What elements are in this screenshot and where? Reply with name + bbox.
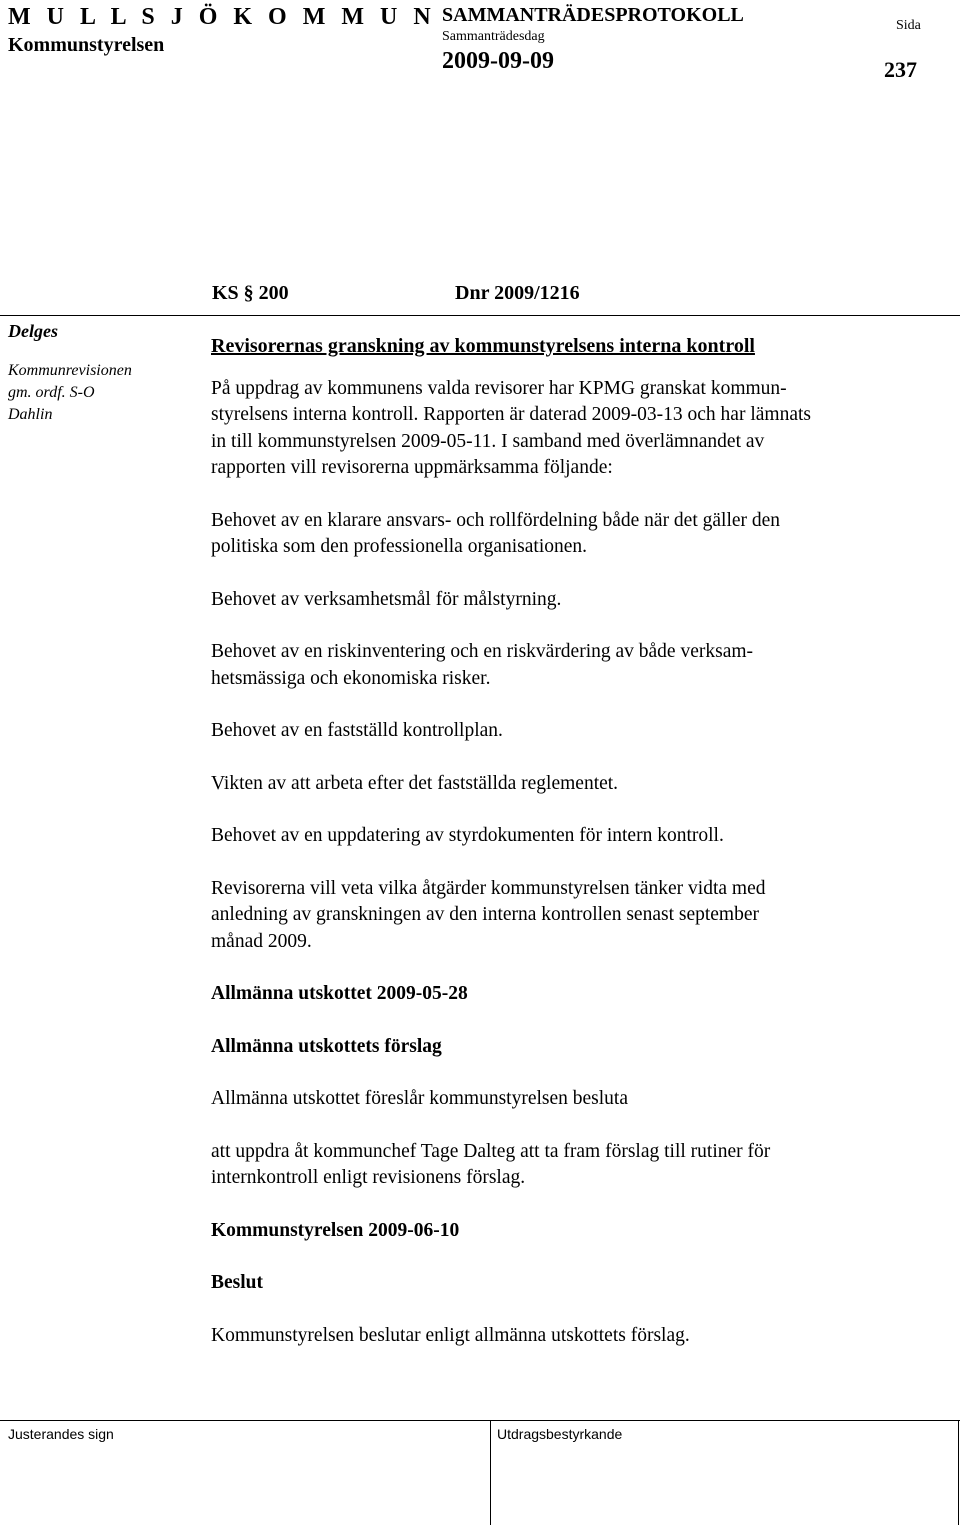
text-line: På uppdrag av kommunens valda revisorer har KPMG granskat kommun-: [211, 377, 787, 399]
footer-divider: [0, 1420, 960, 1421]
meeting-date-label: Sammanträdesdag: [442, 29, 545, 44]
text-line: att uppdra åt kommunchef Tage Dalteg att ta fram förslag till rutiner för: [211, 1140, 771, 1162]
intro-paragraph: [211, 376, 951, 482]
committee-heading: Allmänna utskottet 2009-05-28: [211, 983, 468, 1004]
case-dnr: Dnr 2009/1216: [455, 282, 580, 304]
recipient-line: Kommunrevisionen: [8, 362, 132, 379]
text-line: Vikten av att arbeta efter det fastställda reglementet.: [211, 772, 619, 794]
text-line: styrelsens interna kontroll. Rapporten är daterad 2009-03-13 och har lämnats: [211, 404, 811, 425]
text-line: in till kommunstyrelsen 2009-05-11. I samband med överlämnandet av: [211, 430, 765, 452]
finding-paragraph: [211, 639, 951, 692]
document-type: SAMMANTRÄDESPROTOKOLL: [442, 4, 744, 26]
request-paragraph: [211, 876, 951, 956]
finding-paragraph: [211, 587, 951, 614]
text-line: Behovet av en klarare ansvars- och rollfördelning både när det gäller den: [211, 509, 781, 531]
case-id: KS § 200: [212, 282, 289, 304]
text-line: hetsmässiga och ekonomiska risker.: [211, 667, 491, 689]
distribution-sidebar: [8, 320, 183, 426]
decision-heading: Beslut: [211, 1272, 264, 1293]
proposal-paragraph: [211, 1139, 951, 1192]
text-line: Behovet av en fastställd kontrollplan.: [211, 720, 503, 741]
finding-paragraph: [211, 508, 951, 561]
certification-label: Utdragsbestyrkande: [497, 1426, 623, 1442]
text-line: Behovet av en uppdatering av styrdokumenten för intern kontroll.: [211, 825, 724, 846]
page-label: Sida: [896, 18, 921, 33]
text-line: politiska som den professionella organisationen.: [211, 536, 588, 557]
signature-label: Justerandes sign: [8, 1426, 114, 1442]
distribution-heading: Delges: [8, 321, 58, 341]
finding-paragraph: [211, 718, 951, 745]
footer-right-border: [958, 1420, 959, 1525]
text-line: anledning av granskningen av den interna kontrollen senast september: [211, 904, 759, 925]
text-line: rapporten vill revisorerna uppmärksamma följande:: [211, 457, 613, 478]
board-heading: Kommunstyrelsen 2009-06-10: [211, 1219, 460, 1241]
minutes-body: [211, 333, 951, 1349]
text-line: månad 2009.: [211, 930, 312, 952]
item-title: Revisorernas granskning av kommunstyrelsens interna kontroll: [211, 335, 755, 357]
proposal-intro: Allmänna utskottet föreslår kommunstyrelsen besluta: [211, 1088, 628, 1109]
decision-text: Kommunstyrelsen beslutar enligt allmänna utskottets förslag.: [211, 1324, 690, 1346]
municipality-name: M U L L S J Ö K O M M U N: [8, 4, 436, 30]
text-line: internkontroll enligt revisionens förslag.: [211, 1167, 526, 1188]
text-line: Revisorerna vill veta vilka åtgärder kommunstyrelsen tänker vidta med: [211, 877, 766, 899]
footer-column-divider: [490, 1420, 491, 1525]
text-line: Behovet av en riskinventering och en riskvärdering av både verksam-: [211, 641, 754, 662]
recipient-line: gm. ordf. S-O: [8, 384, 95, 401]
finding-paragraph: [211, 771, 951, 798]
proposal-heading: Allmänna utskottets förslag: [211, 1035, 442, 1057]
text-line: Behovet av verksamhetsmål för målstyrning.: [211, 588, 562, 610]
section-divider: [0, 315, 960, 316]
meeting-date: 2009-09-09: [442, 48, 554, 74]
recipient-line: Dahlin: [8, 406, 53, 423]
page-number: 237: [884, 57, 917, 82]
board-name: Kommunstyrelsen: [8, 34, 165, 56]
finding-paragraph: [211, 823, 951, 850]
